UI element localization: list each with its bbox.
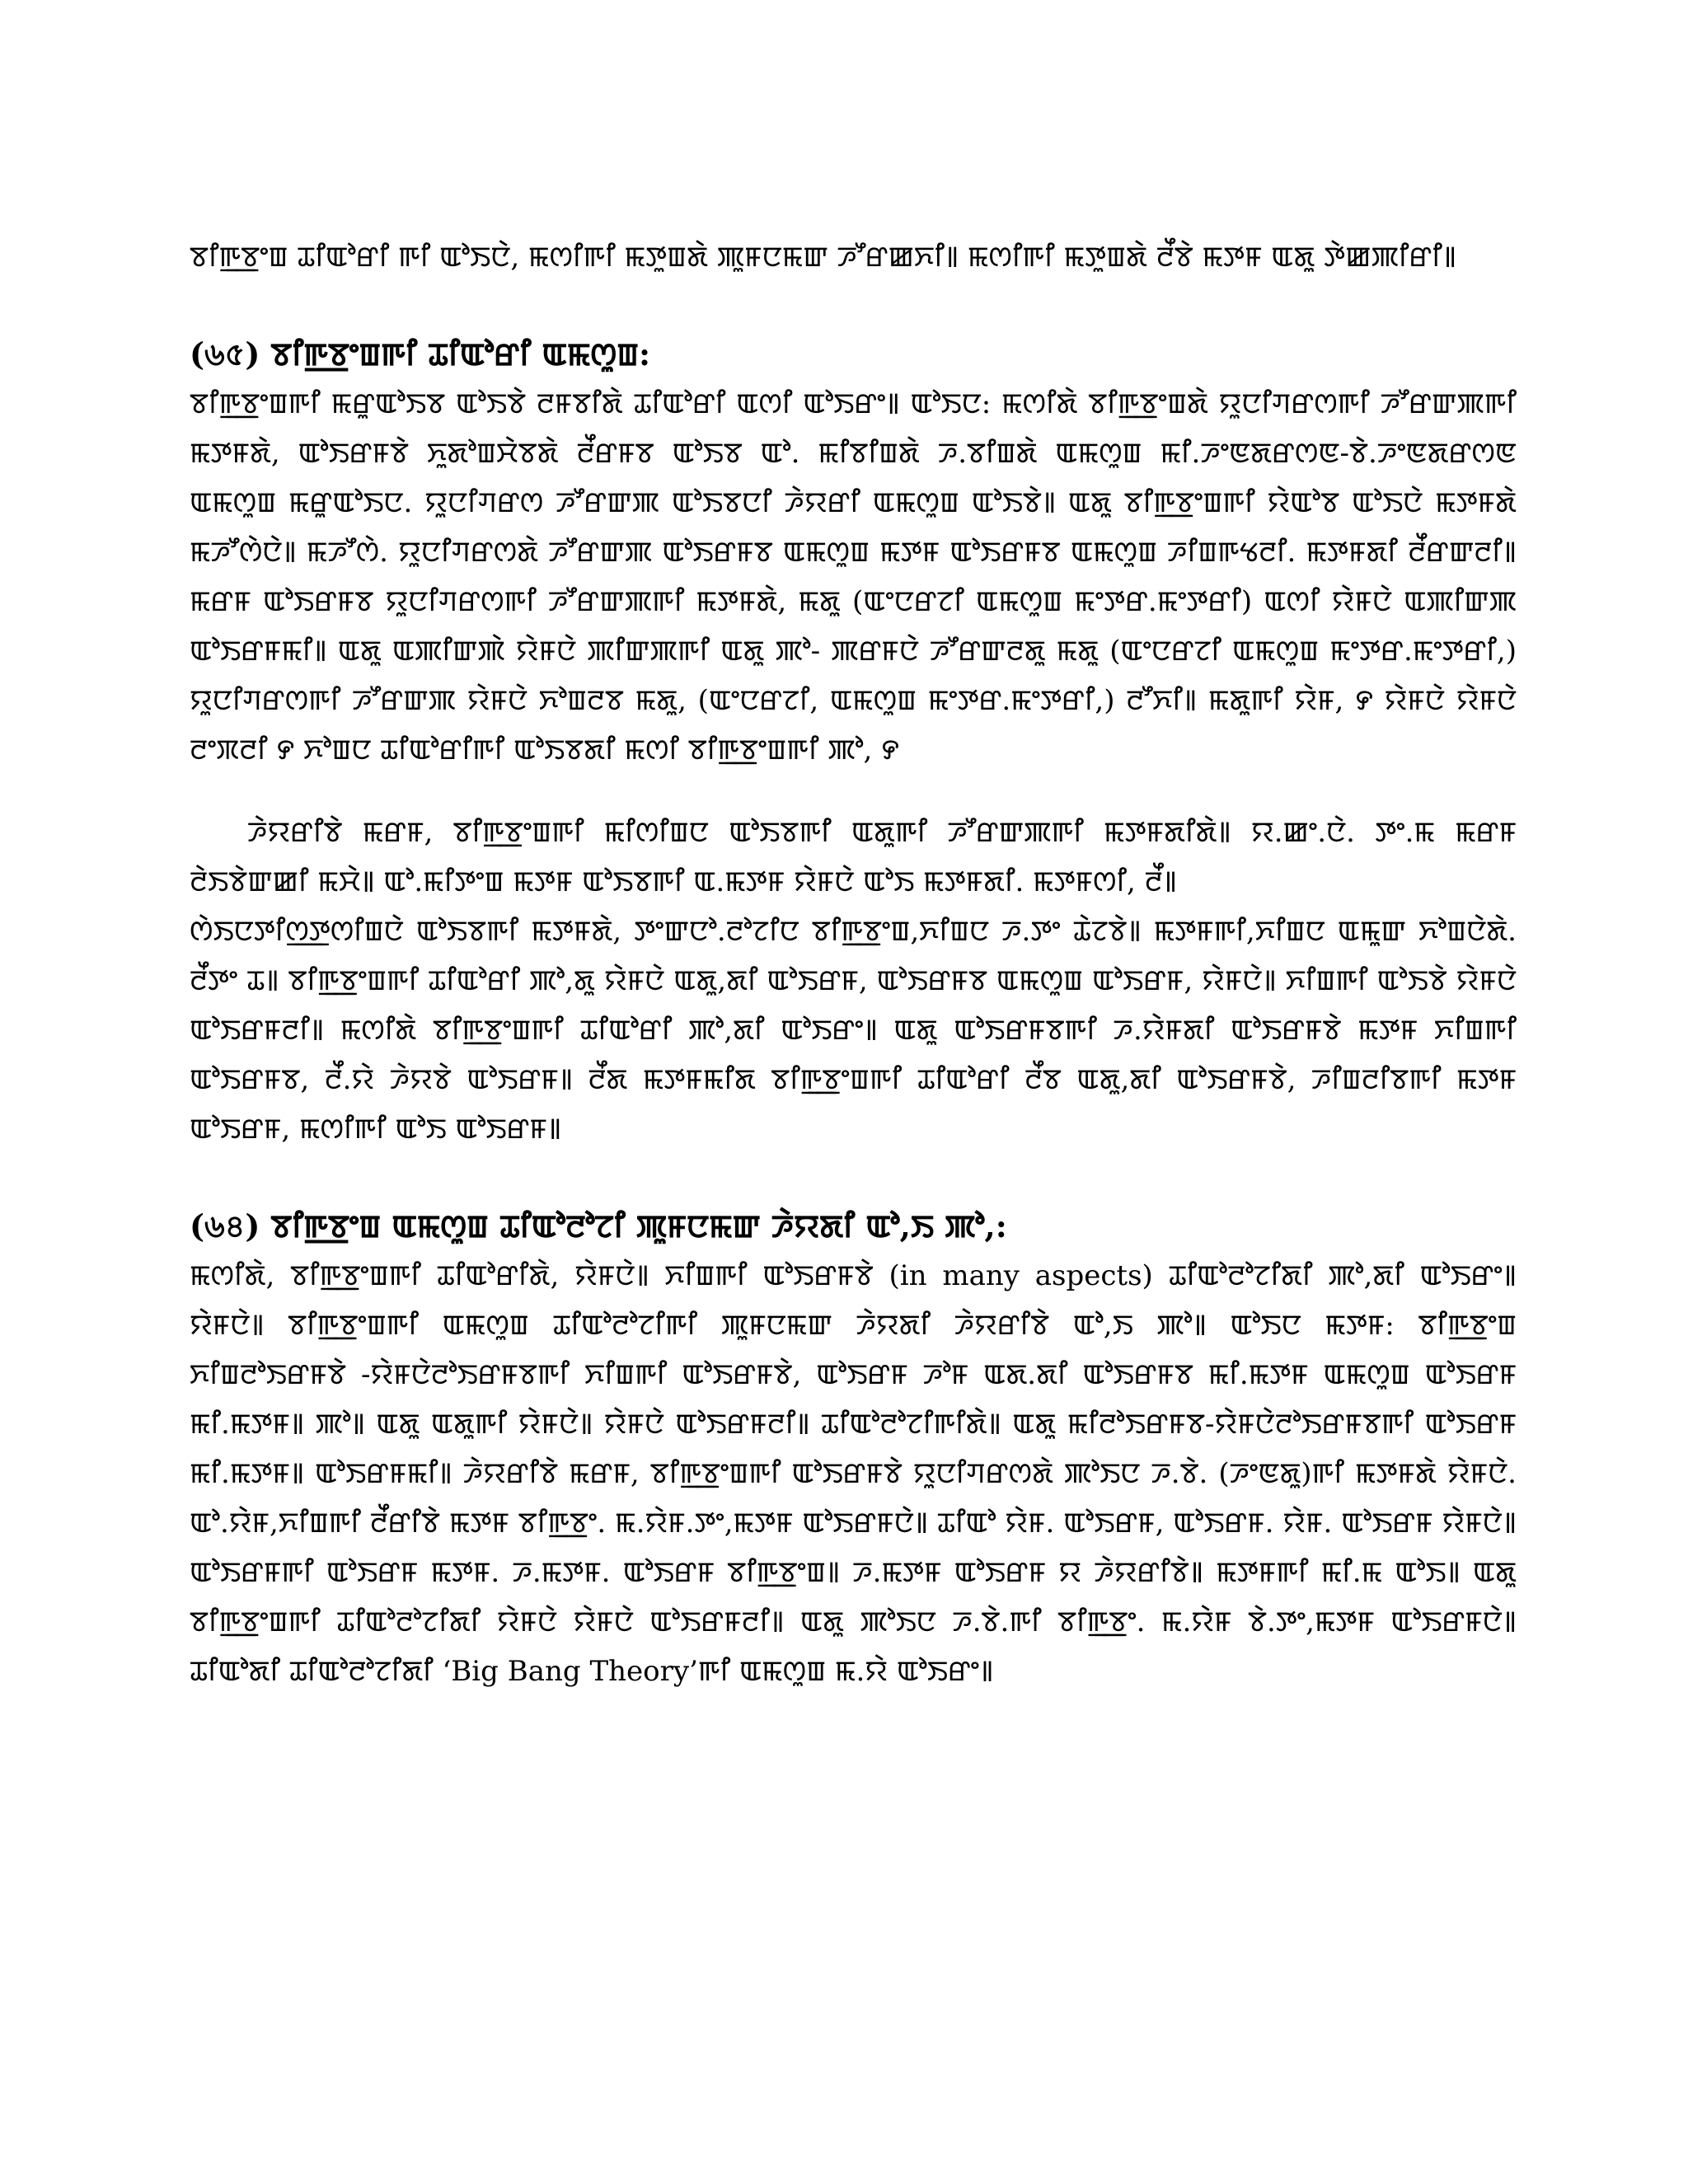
section-2-heading: (৬৪) ꯕꯤꯒ꯭ꯕꯦꯡ ꯑꯃꯁꯨꯡ ꯊꯤꯑꯣꯂꯣꯖꯤ ꯄꯨꯝꯅꯃꯛ ꯍꯥꯌꯗꯤ ꯑꯣ,ꯏ ꯄꯣ,:	[190, 1207, 1007, 1244]
document-page	[190, 232, 1517, 1696]
section-1-paragraph-1: ꯕꯤꯒ꯭ꯕꯦꯡꯒꯤ ꯃꯔꯨꯑꯣꯏꯕ ꯑꯣꯏꯕꯥ ꯂꯝꯕꯤꯗꯥ ꯊꯤꯑꯣꯔꯤ ꯑꯁꯤ ꯑꯣꯏꯔꯦ꯫ ꯑꯣꯏꯅ: ꯃꯁꯤꯗꯥ ꯕꯤꯒ꯭ꯕꯦꯡꯗꯥ ꯌꯨꯅꯤꯚꯔꯁꯒꯤ ꯍꯧꯔꯛꯄꯒꯤ ꯃꯇꯝꯗꯥ, ꯑꯣꯏꯔꯝꯕꯥ ꯈꯨꯗꯣꯡꯆꯥꯕꯗꯥ ꯂꯩꯔꯝꯕ ꯑꯣꯏꯕ ꯑꯣ. ꯃꯤꯕꯤꯡꯗꯥ ꯍ.ꯕꯤꯡꯗꯥ ꯑꯃꯁꯨꯡ ꯃꯤ.ꯍꯦꯟꯗꯔꯁꯟ-ꯕꯥ.ꯍꯦꯟꯗꯔꯁꯟ ꯑꯃꯁꯨꯡ ꯃꯔꯨꯑꯣꯏꯅ. ꯌꯨꯅꯤꯚꯔꯁ ꯍꯧꯔꯛꯄ ꯑꯣꯏꯕꯅꯤ ꯍꯥꯌꯔꯤ ꯑꯃꯁꯨꯡ ꯑꯣꯏꯕꯥ꯫ ꯑꯗꯨ ꯕꯤꯒ꯭ꯕꯦꯡꯒꯤ ꯌꯥꯑꯣꯕ ꯑꯣꯏꯅꯥ ꯃꯇꯝꯗꯥ ꯃꯍꯧꯁꯥꯅꯥ꯫ ꯃꯍꯧꯁꯥ. ꯌꯨꯅꯤꯚꯔꯁꯗꯥ ꯍꯧꯔꯛꯄ ꯑꯣꯏꯔꯝꯕ ꯑꯃꯁꯨꯡ ꯃꯇꯝ ꯑꯣꯏꯔꯝꯕ ꯑꯃꯁꯨꯡ ꯍꯤꯡꯒꯠꯂꯤ. ꯃꯇꯝꯗꯤ ꯂꯩꯔꯛꯂꯤ꯫ ꯃꯔꯝ ꯑꯣꯏꯔꯝꯕ ꯌꯨꯅꯤꯚꯔꯁꯒꯤ ꯍꯧꯔꯛꯄꯒꯤ ꯃꯇꯝꯗꯥ, ꯃꯗꯨ (ꯑꯦꯅꯔꯖꯤ ꯑꯃꯁꯨꯡ ꯃꯦꯇꯔ.ꯃꯦꯇꯔꯤ) ꯑꯁꯤ ꯌꯥꯝꯅꯥ ꯑꯄꯤꯛꯄ ꯑꯣꯏꯔꯝꯃꯤ꯫ ꯑꯗꯨ ꯑꯄꯤꯛꯄꯥ ꯌꯥꯝꯅꯥ ꯄꯤꯛꯄꯒꯤ ꯑꯗꯨ ꯄꯣ- ꯄꯔꯝꯅꯥ ꯍꯧꯔꯛꯂꯗꯨ ꯃꯗꯨ (ꯑꯦꯅꯔꯖꯤ ꯑꯃꯁꯨꯡ ꯃꯦꯇꯔ.ꯃꯦꯇꯔꯤ,) ꯌꯨꯅꯤꯚꯔꯁꯒꯤ ꯍꯧꯔꯛꯄ ꯌꯥꯝꯅꯥ ꯈꯣꯡꯂꯕ ꯃꯗꯨ, (ꯑꯦꯅꯔꯖꯤ, ꯑꯃꯁꯨꯡ ꯃꯦꯇꯔ.ꯃꯦꯇꯔꯤ,) ꯂꯧꯈꯤ꯫ ꯃꯗꯨꯒꯤ ꯌꯥꯝ, ꯸ ꯌꯥꯝꯅꯥ ꯌꯥꯝꯅꯥ ꯂꯦꯞꯂꯤ ꯸ ꯈꯣꯡꯅ ꯊꯤꯑꯣꯔꯤꯒꯤ ꯑꯣꯏꯕꯗꯤ ꯃꯁꯤ ꯕꯤꯒ꯭ꯕꯦꯡꯒꯤ ꯄꯣ, ꯸	[190, 387, 1517, 766]
section-2-paragraph-1: ꯃꯁꯤꯗꯥ, ꯕꯤꯒ꯭ꯕꯦꯡꯒꯤ ꯊꯤꯑꯣꯔꯤꯗꯥ, ꯌꯥꯝꯅꯥ꯫ ꯈꯤꯡꯒꯤ ꯑꯣꯏꯔꯝꯕꯥ (in many aspects) ꯊꯤꯑꯣꯂꯣꯖꯤꯗꯤ ꯄꯣ,ꯗꯤ ꯑꯣꯏꯔꯦ꯫ ꯌꯥꯝꯅꯥ꯫ ꯕꯤꯒ꯭ꯕꯦꯡꯒꯤ ꯑꯃꯁꯨꯡ ꯊꯤꯑꯣꯂꯣꯖꯤꯒꯤ ꯄꯨꯝꯅꯃꯛ ꯍꯥꯌꯗꯤ ꯍꯥꯌꯔꯤꯕꯥ ꯑꯣ,ꯏ ꯄꯣ꯫ ꯑꯣꯏꯅ ꯃꯇꯝ: ꯕꯤꯒ꯭ꯕꯦꯡ ꯈꯤꯡꯂꯣꯏꯔꯝꯕꯥ -ꯌꯥꯝꯅꯥꯂꯣꯏꯔꯝꯕꯒꯤ ꯈꯤꯡꯒꯤ ꯑꯣꯏꯔꯝꯕꯥ, ꯑꯣꯏꯔꯝ ꯍꯣꯝ ꯑꯗ.ꯗꯤ ꯑꯣꯏꯔꯝꯕ ꯃꯤ.ꯃꯇꯝ ꯑꯃꯁꯨꯡ ꯑꯣꯏꯔꯝ ꯃꯤ.ꯃꯇꯝ꯫ ꯄꯣ꯫ ꯑꯗꯨ ꯑꯗꯨꯒꯤ ꯌꯥꯝꯅꯥ꯫ ꯌꯥꯝꯅꯥ ꯑꯣꯏꯔꯝꯂꯤ꯫ ꯊꯤꯑꯣꯂꯣꯖꯤꯒꯤꯗꯥ꯫ ꯑꯗꯨ ꯃꯤꯂꯣꯏꯔꯝꯕ-ꯌꯥꯝꯅꯥꯂꯣꯏꯔꯝꯕꯒꯤ ꯑꯣꯏꯔꯝ ꯃꯤ.ꯃꯇꯝ꯫ ꯑꯣꯏꯔꯝꯃꯤ꯫ ꯍꯥꯌꯔꯤꯕꯥ ꯃꯔꯝ, ꯕꯤꯒ꯭ꯕꯦꯡꯒꯤ ꯑꯣꯏꯔꯝꯕꯥ ꯌꯨꯅꯤꯚꯔꯁꯗꯥ ꯄꯣꯏꯅ ꯍ.ꯕꯥ. (ꯍꯦꯟꯗꯨ)ꯒꯤ ꯃꯇꯝꯗꯥ ꯌꯥꯝꯅꯥ. ꯑꯣ.ꯌꯥꯝ,ꯈꯤꯡꯒꯤ ꯂꯩꯔꯤꯕꯥ ꯃꯇꯝ ꯕꯤꯒ꯭ꯕꯦ. ꯃ.ꯌꯥꯝ.ꯇꯦ,ꯃꯇꯝ ꯑꯣꯏꯔꯝꯅꯥ꯫ ꯊꯤꯑꯣ ꯌꯥꯝ. ꯑꯣꯏꯔꯝ, ꯑꯣꯏꯔꯝ. ꯌꯥꯝ. ꯑꯣꯏꯔꯝ ꯌꯥꯝꯅꯥ꯫ ꯑꯣꯏꯔꯝꯒꯤ ꯑꯣꯏꯔꯝ ꯃꯇꯝ. ꯍ.ꯃꯇꯝ. ꯑꯣꯏꯔꯝ ꯕꯤꯒ꯭ꯕꯦꯡ꯫ ꯍ.ꯃꯇꯝ ꯑꯣꯏꯔꯝ ꯌ ꯍꯥꯌꯔꯤꯕꯥ꯫ ꯃꯇꯝꯒꯤ ꯃꯤ.ꯃ ꯑꯣꯏ꯫ ꯑꯗꯨ ꯕꯤꯒ꯭ꯕꯦꯡꯒꯤ ꯊꯤꯑꯣꯂꯣꯖꯤꯗꯤ ꯌꯥꯝꯅꯥ ꯌꯥꯝꯅꯥ ꯑꯣꯏꯔꯝꯂꯤ꯫ ꯑꯗꯨ ꯄꯣꯏꯅ ꯍ.ꯕꯥ.ꯒꯤ ꯕꯤꯒ꯭ꯕꯦ. ꯃ.ꯌꯥꯝ ꯕꯥ.ꯇꯦ,ꯃꯇꯝ ꯑꯣꯏꯔꯝꯅꯥ꯫ ꯊꯤꯑꯣꯗꯤ ꯊꯤꯑꯣꯂꯣꯖꯤꯗꯤ ‘Big Bang Theory’ꯒꯤ ꯑꯃꯁꯨꯡ ꯃ.ꯌꯥ ꯑꯣꯏꯔꯦ꯫	[190, 1259, 1517, 1688]
section-1-heading: (৬৫) ꯕꯤꯒ꯭ꯕꯦꯡꯒꯤ ꯊꯤꯑꯣꯔꯤ ꯑꯃꯁꯨꯡ:	[190, 335, 651, 373]
section-1-paragraph-3: ꯁꯥꯏꯅꯇꯤꯁ꯭ꯇꯁꯤꯡꯅꯥ ꯑꯣꯏꯕꯒꯤ ꯃꯇꯝꯗꯥ, ꯇꯦꯛꯅꯣ.ꯂꯣꯖꯤꯅ ꯕꯤꯒ꯭ꯕꯦꯡ,ꯈꯤꯡꯅ ꯍ.ꯇꯦ ꯊꯥꯖꯕꯥ꯫ ꯃꯇꯝꯒꯤ,ꯈꯤꯡꯅ ꯑꯃꯨꯛ ꯈꯣꯡꯅꯥꯗꯥ. ꯂꯩꯇꯦ ꯊ꯫ ꯕꯤꯒ꯭ꯕꯦꯡꯒꯤ ꯊꯤꯑꯣꯔꯤ ꯄꯣ,ꯗꯨ ꯌꯥꯝꯅꯥ ꯑꯗꯨ,ꯗꯤ ꯑꯣꯏꯔꯝ, ꯑꯣꯏꯔꯝꯕ ꯑꯃꯁꯨꯡ ꯑꯣꯏꯔꯝ, ꯌꯥꯝꯅꯥ꯫ ꯈꯤꯡꯒꯤ ꯑꯣꯏꯕꯥ ꯌꯥꯝꯅꯥ ꯑꯣꯏꯔꯝꯂꯤ꯫ ꯃꯁꯤꯗꯥ ꯕꯤꯒ꯭ꯕꯦꯡꯒꯤ ꯊꯤꯑꯣꯔꯤ ꯄꯣ,ꯗꯤ ꯑꯣꯏꯔꯦ꯫ ꯑꯗꯨ ꯑꯣꯏꯔꯝꯕꯒꯤ ꯍ.ꯌꯥꯝꯗꯤ ꯑꯣꯏꯔꯝꯕꯥ ꯃꯇꯝ ꯈꯤꯡꯒꯤ ꯑꯣꯏꯔꯝꯕ, ꯂꯩ.ꯌꯥ ꯍꯥꯌꯕꯥ ꯑꯣꯏꯔꯝ꯫ ꯂꯩꯗ ꯃꯇꯝꯃꯤꯗ ꯕꯤꯒ꯭ꯕꯦꯡꯒꯤ ꯊꯤꯑꯣꯔꯤ ꯂꯩꯕ ꯑꯗꯨ,ꯗꯤ ꯑꯣꯏꯔꯝꯕꯥ, ꯍꯤꯡꯂꯤꯕꯒꯤ ꯃꯇꯝ ꯑꯣꯏꯔꯝ, ꯃꯁꯤꯒꯤ ꯑꯣꯏ ꯑꯣꯏꯔꯝ꯫	[190, 915, 1517, 1146]
intro-paragraph: ꯕꯤꯒ꯭ꯕꯦꯡ ꯊꯤꯑꯣꯔꯤ ꯒꯤ ꯑꯣꯏꯅꯥ, ꯃꯁꯤꯒꯤ ꯃꯇꯨꯡꯗꯥ ꯄꯨꯝꯅꯃꯛ ꯍꯧꯔꯀꯈꯤ꯫ ꯃꯁꯤꯒꯤ ꯃꯇꯨꯡꯗꯥ ꯂꯩꯕꯥ ꯃꯇꯝ ꯑꯗꯨ ꯇꯥꯀꯄꯤꯔꯤ꯫	[190, 241, 1456, 274]
section-1-paragraph-2: ꯍꯥꯌꯔꯤꯕꯥ ꯃꯔꯝ, ꯕꯤꯒ꯭ꯕꯦꯡꯒꯤ ꯃꯤꯁꯤꯡꯅ ꯑꯣꯏꯕꯒꯤ ꯑꯗꯨꯒꯤ ꯍꯧꯔꯛꯄꯒꯤ ꯃꯇꯝꯗꯤꯗꯥ꯫ ꯌ.ꯀꯦ.ꯅꯥ. ꯇꯦ.ꯃ ꯃꯔꯝ ꯂꯥꯏꯕꯥꯛꯀꯤ ꯃꯆꯥ꯫ ꯑꯣ.ꯃꯤꯇꯦꯡ ꯃꯇꯝ ꯑꯣꯏꯕꯒꯤ ꯑ.ꯃꯇꯝ ꯌꯥꯝꯅꯥ ꯑꯣꯏ ꯃꯇꯝꯗꯤ. ꯃꯇꯝꯁꯤ, ꯂꯩ꯫	[190, 816, 1517, 898]
